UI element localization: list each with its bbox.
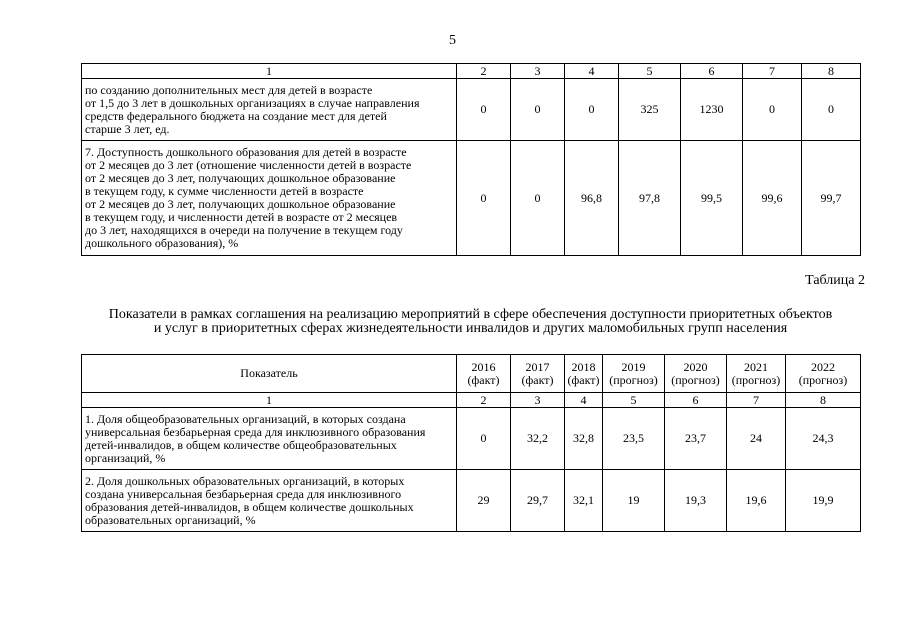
value-cell: 24,3 [786, 408, 861, 470]
value-cell: 0 [565, 79, 619, 141]
value-cell: 0 [511, 79, 565, 141]
header-row [82, 355, 861, 393]
year-header: 2016 (факт) [457, 355, 511, 393]
value-cell: 1230 [681, 79, 743, 141]
value-cell: 96,8 [565, 141, 619, 256]
value-cell: 0 [457, 141, 511, 256]
year-header: 2020 (прогноз) [665, 355, 727, 393]
indicator-cell: 1. Доля общеобразовательных организаций, в которых создана универсальная безбарьерная среда для инклюзивного образования детей-инвалидов, в общем количестве общеобразовательных организаций, % [82, 408, 457, 470]
value-cell: 32,1 [565, 470, 603, 532]
value-cell: 0 [743, 79, 802, 141]
indicator-cell: 7. Доступность дошкольного образования для детей в возрасте от 2 месяцев до 3 лет (отношение численности детей в возрасте от 2 месяцев до 3 лет, получающих дошкольное образование в текущем году, к сумме численности детей в возрасте от 2 месяцев до 3 лет, получающих дошкольное образование в текущем году, и численности детей в возрасте от 2 месяцев до 3 лет, находящихся в очереди на получение в текущем году дошкольного образования), % [82, 141, 457, 256]
value-cell: 0 [457, 408, 511, 470]
table-row [82, 79, 861, 141]
value-cell: 99,5 [681, 141, 743, 256]
column-number: 3 [511, 64, 565, 79]
column-number: 5 [619, 64, 681, 79]
column-number: 6 [681, 64, 743, 79]
year-header: 2021 (прогноз) [727, 355, 786, 393]
value-cell: 19,9 [786, 470, 861, 532]
accessibility-indicators-table [81, 354, 861, 532]
column-number: 5 [603, 393, 665, 408]
value-cell: 19,6 [727, 470, 786, 532]
value-cell: 0 [802, 79, 861, 141]
year-header: 2017 (факт) [511, 355, 565, 393]
value-cell: 29 [457, 470, 511, 532]
value-cell: 32,8 [565, 408, 603, 470]
column-number: 4 [565, 393, 603, 408]
column-number: 7 [743, 64, 802, 79]
value-cell: 0 [511, 141, 565, 256]
column-number: 1 [82, 393, 457, 408]
value-cell: 23,5 [603, 408, 665, 470]
column-number: 8 [786, 393, 861, 408]
value-cell: 29,7 [511, 470, 565, 532]
column-number-row [82, 393, 861, 408]
value-cell: 99,6 [743, 141, 802, 256]
table-row [82, 470, 861, 532]
indicators-table-continued [81, 63, 861, 256]
column-number: 2 [457, 64, 511, 79]
column-number: 7 [727, 393, 786, 408]
indicator-header: Показатель [82, 355, 457, 393]
year-header: 2022 (прогноз) [786, 355, 861, 393]
value-cell: 19,3 [665, 470, 727, 532]
column-number: 8 [802, 64, 861, 79]
year-header: 2019 (прогноз) [603, 355, 665, 393]
column-number-row [82, 64, 861, 79]
table-caption: Таблица 2 [805, 273, 865, 288]
value-cell: 97,8 [619, 141, 681, 256]
value-cell: 19 [603, 470, 665, 532]
value-cell: 24 [727, 408, 786, 470]
column-number: 6 [665, 393, 727, 408]
table-row [82, 408, 861, 470]
value-cell: 99,7 [802, 141, 861, 256]
column-number: 3 [511, 393, 565, 408]
table-title: Показатели в рамках соглашения на реализацию мероприятий в сфере обеспечения доступности приоритетных объектов и услуг в приоритетных сферах жизнедеятельности инвалидов и других маломобильных групп населения [108, 307, 833, 336]
value-cell: 32,2 [511, 408, 565, 470]
table-row [82, 141, 861, 256]
year-header: 2018 (факт) [565, 355, 603, 393]
column-number: 2 [457, 393, 511, 408]
indicator-cell: по созданию дополнительных мест для детей в возрасте от 1,5 до 3 лет в дошкольных организациях в случае направления средств федерального бюджета на создание мест для детей старше 3 лет, ед. [82, 79, 457, 141]
page-number: 5 [449, 33, 456, 48]
value-cell: 23,7 [665, 408, 727, 470]
column-number: 1 [82, 64, 457, 79]
value-cell: 325 [619, 79, 681, 141]
column-number: 4 [565, 64, 619, 79]
value-cell: 0 [457, 79, 511, 141]
indicator-cell: 2. Доля дошкольных образовательных организаций, в которых создана универсальная безбарьерная среда для инклюзивного образования детей-инвалидов, в общем количестве дошкольных образовательных организаций, % [82, 470, 457, 532]
